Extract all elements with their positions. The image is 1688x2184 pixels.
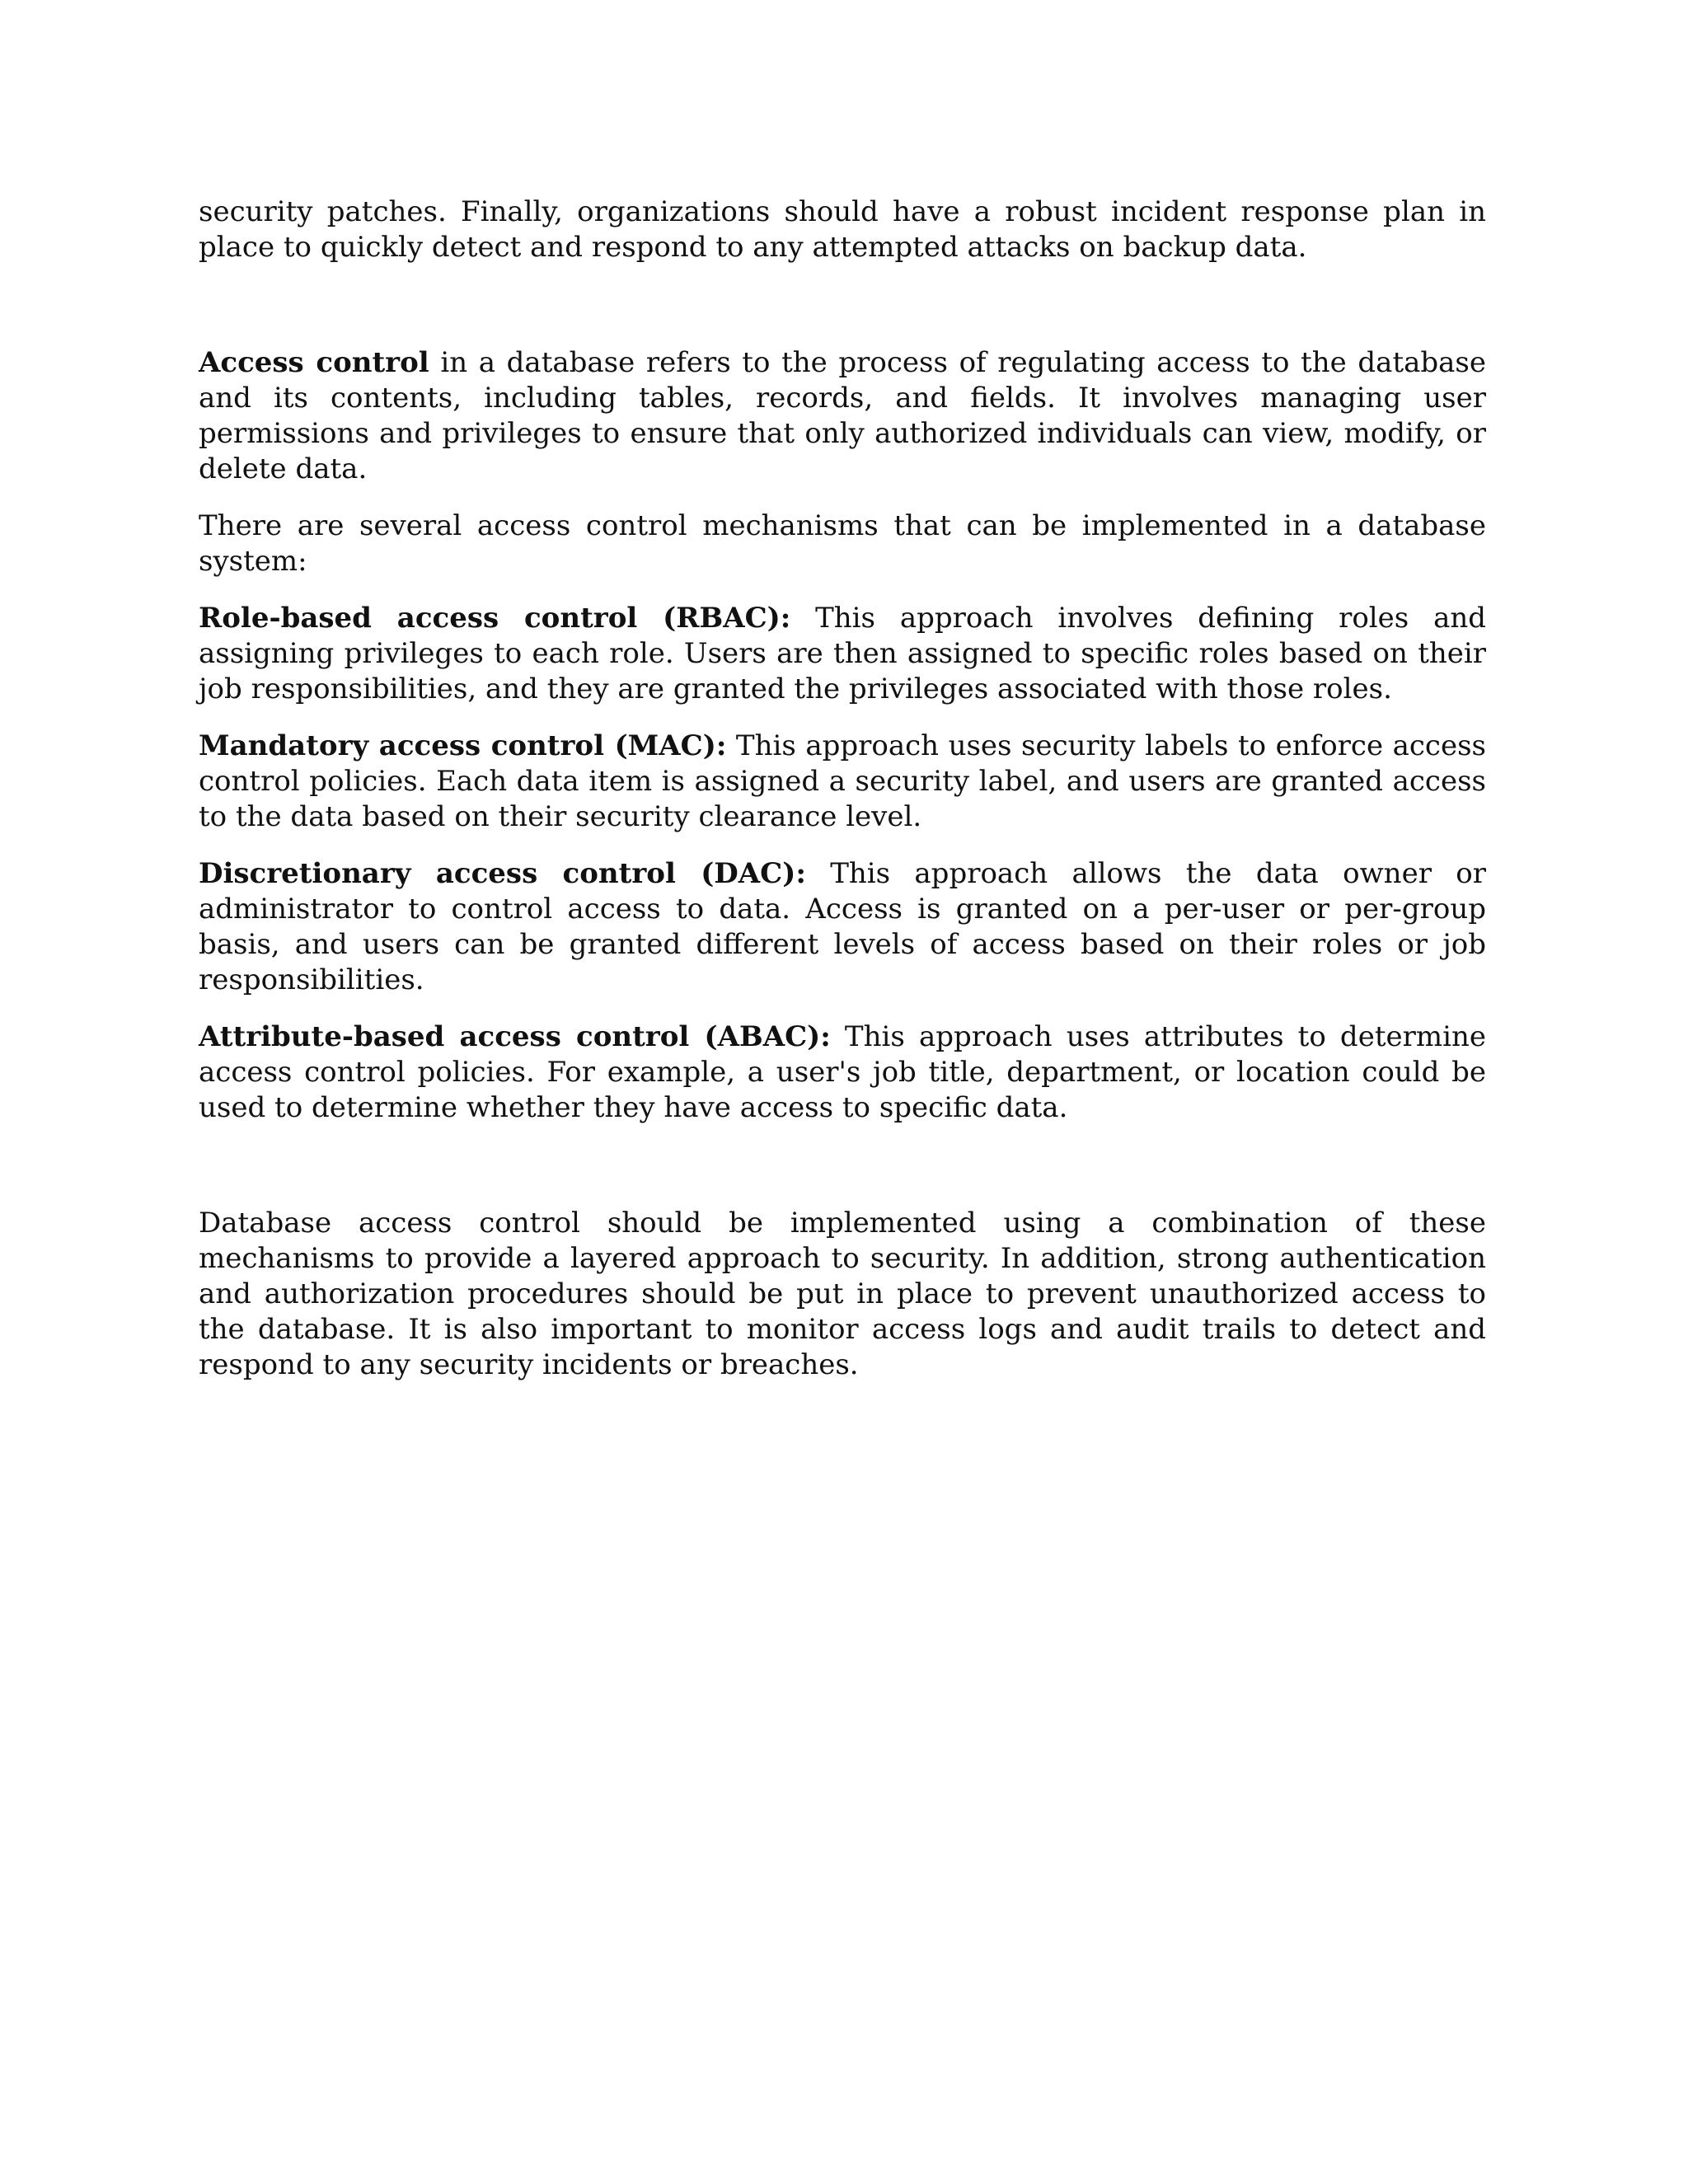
access-control-text: in a database refers to the process of regulating access to the database and its contents, including tables, records, and fields. It involves managing user permissions and privileges to ensure that only authorized individuals can view, modify, or delete data.: [199, 346, 1486, 485]
dac-paragraph: [199, 856, 1486, 998]
access-control-paragraph: [199, 345, 1486, 487]
abac-text: This approach uses attributes to determine access control policies. For example, a user's job title, department, or location could be used to determine whether they have access to specific data.: [199, 1020, 1486, 1124]
mac-term: Mandatory access control (MAC):: [199, 729, 727, 762]
document-body: [199, 194, 1486, 1383]
conclusion-paragraph: Database access control should be implemented using a combination of these mechanisms to provide a layered approach to security. In addition, strong authentication and authorization procedures should be put in place to prevent unauthorized access to the database. It is also important to monitor access logs and audit trails to detect and respond to any security incidents or breaches.: [199, 1207, 1486, 1381]
abac-paragraph: [199, 1019, 1486, 1126]
mac-text: This approach uses security labels to enforce access control policies. Each data item is assigned a security label, and users are granted access to the data based on their security clearance level.: [199, 729, 1486, 833]
mac-paragraph: [199, 729, 1486, 835]
intro-continuation-paragraph: security patches. Finally, organizations should have a robust incident response plan in place to quickly detect and respond to any attempted attacks on backup data.: [199, 195, 1486, 264]
access-control-term: Access control: [199, 346, 429, 379]
mechanisms-intro-paragraph: There are several access control mechanisms that can be implemented in a database system:: [199, 509, 1486, 578]
rbac-text: This approach involves defining roles and assigning privileges to each role. Users are then assigned to specific roles based on their job responsibilities, and they are granted the privileges associated with those roles.: [199, 602, 1486, 705]
dac-text: This approach allows the data owner or administrator to control access to data. Access is granted on a per-user or per-group basis, and users can be granted different levels of access based on their roles or job responsibilities.: [199, 857, 1487, 996]
dac-term: Discretionary access control (DAC):: [199, 857, 806, 890]
abac-term: Attribute-based access control (ABAC):: [199, 1020, 831, 1053]
rbac-term: Role-based access control (RBAC):: [199, 602, 791, 635]
rbac-paragraph: [199, 601, 1486, 707]
